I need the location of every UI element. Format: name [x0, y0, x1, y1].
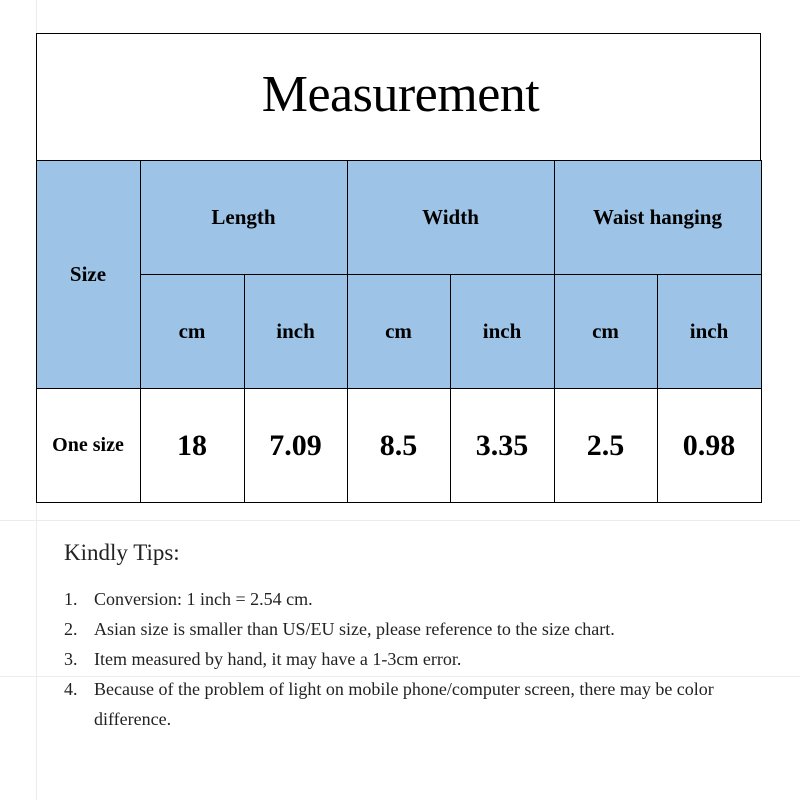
measurement-table [36, 160, 762, 503]
tip-item [64, 644, 764, 674]
tips-list [64, 584, 764, 734]
header-row-units [36, 275, 761, 389]
page-guide-mid [0, 520, 800, 521]
value-length-inch: 7.09 [244, 389, 347, 503]
tip-text: Asian size is smaller than US/EU size, please reference to the size chart. [94, 619, 615, 639]
tip-text: Item measured by hand, it may have a 1-3cm error. [94, 649, 462, 669]
group-header-width: Width [347, 161, 554, 275]
group-header-waist-hanging: Waist hanging [554, 161, 761, 275]
tip-number: 4. [64, 679, 78, 699]
unit-header-width-inch: inch [450, 275, 554, 389]
size-header: Size [36, 161, 140, 389]
tip-text: Because of the problem of light on mobile phone/computer screen, there may be color difference. [94, 679, 714, 729]
tip-number: 2. [64, 619, 78, 639]
tips-title: Kindly Tips: [64, 540, 180, 565]
value-width-inch: 3.35 [450, 389, 554, 503]
tip-item [64, 674, 764, 734]
group-header-length: Length [140, 161, 347, 275]
unit-header-length-inch: inch [244, 275, 347, 389]
header-row-groups [36, 161, 761, 275]
tip-number: 3. [64, 649, 78, 669]
row-size-label: One size [36, 389, 140, 503]
unit-header-length-cm: cm [140, 275, 244, 389]
page-title: Measurement [261, 65, 540, 123]
table-row [36, 389, 761, 503]
unit-header-width-cm: cm [347, 275, 450, 389]
measurement-sheet [36, 33, 761, 503]
tips-section [64, 540, 764, 734]
value-waist-inch: 0.98 [657, 389, 761, 503]
value-length-cm: 18 [140, 389, 244, 503]
tip-item [64, 614, 764, 644]
tip-number: 1. [64, 589, 78, 609]
tip-text: Conversion: 1 inch = 2.54 cm. [94, 589, 313, 609]
unit-header-waist-inch: inch [657, 275, 761, 389]
value-width-cm: 8.5 [347, 389, 450, 503]
unit-header-waist-cm: cm [554, 275, 657, 389]
tip-item [64, 584, 764, 614]
value-waist-cm: 2.5 [554, 389, 657, 503]
title-row [37, 34, 760, 161]
